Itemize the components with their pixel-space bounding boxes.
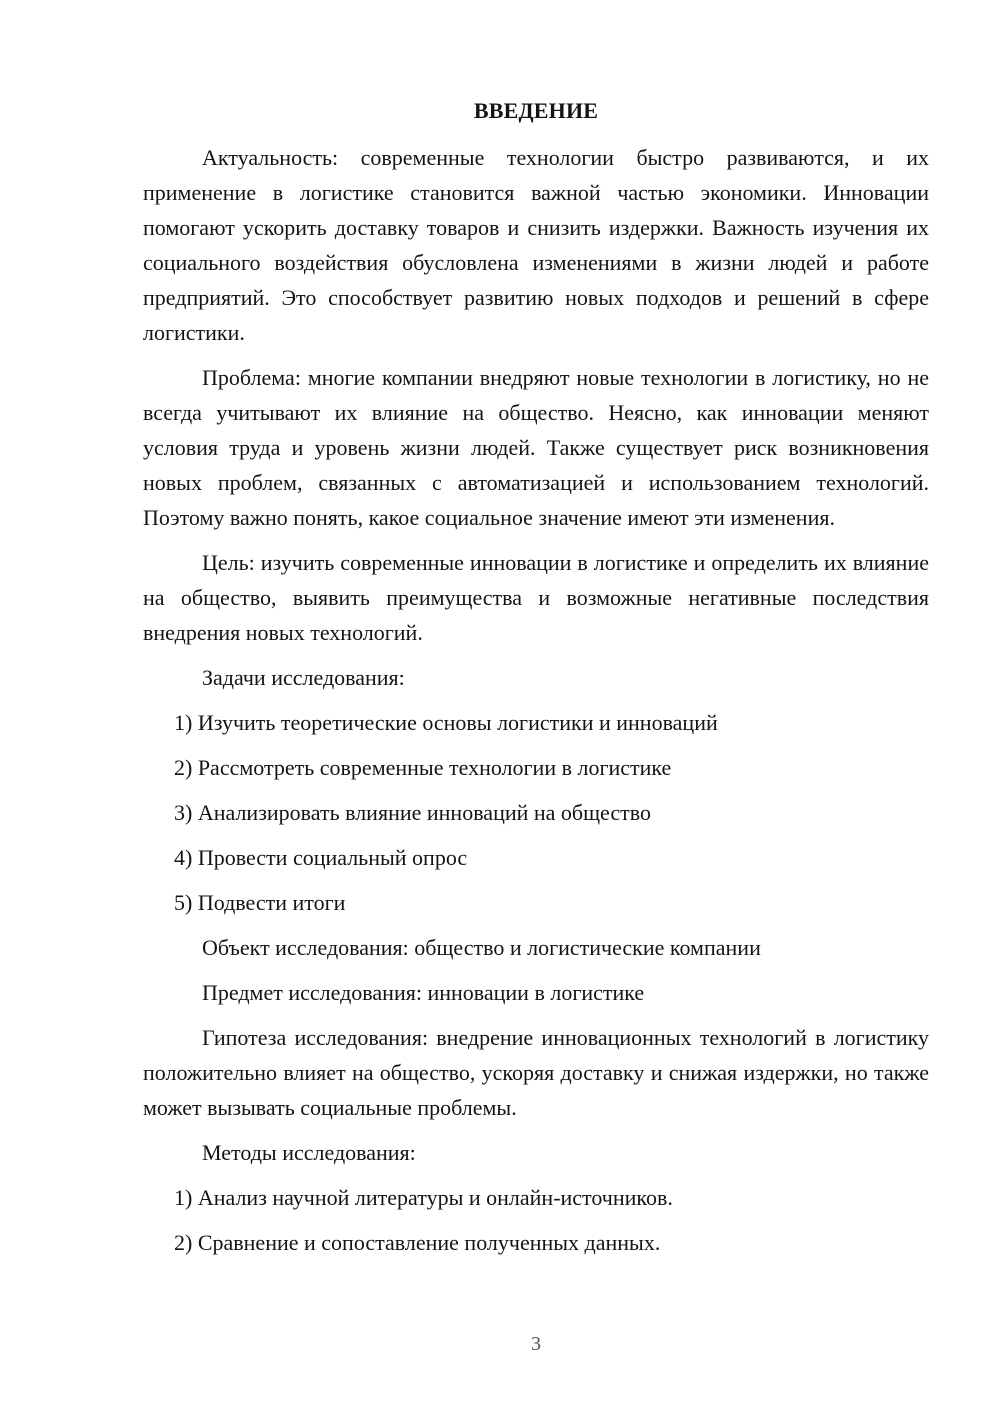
tasks-heading: Задачи исследования: xyxy=(202,665,405,690)
task-item: 5) Подвести итоги xyxy=(174,890,346,915)
task-item: 2) Рассмотреть современные технологии в логистике xyxy=(174,755,672,780)
tasks-list xyxy=(143,705,929,920)
goal-paragraph: Цель: изучить современные инновации в логистике и определить их влияние на общество, выявить преимущества и возможные негативные последствия внедрения новых технологий. xyxy=(143,550,929,645)
document-page xyxy=(143,96,929,1270)
object-line: Объект исследования: общество и логистические компании xyxy=(202,935,761,960)
method-item: 2) Сравнение и сопоставление полученных данных. xyxy=(174,1230,661,1255)
relevance-paragraph: Актуальность: современные технологии быстро развиваются, и их применение в логистике становится важной частью экономики. Инновации помогают ускорить доставку товаров и снизить издержки. Важность изучения их социального воздействия обусловлена изменениями в жизни людей и работе предприятий. Это способствует развитию новых подходов и решений в сфере логистики. xyxy=(143,145,929,345)
task-item: 3) Анализировать влияние инноваций на общество xyxy=(174,800,651,825)
method-item: 1) Анализ научной литературы и онлайн-источников. xyxy=(174,1185,673,1210)
methods-heading: Методы исследования: xyxy=(202,1140,416,1165)
page-number: 3 xyxy=(531,1333,541,1355)
task-item: 4) Провести социальный опрос xyxy=(174,845,468,870)
task-item: 1) Изучить теоретические основы логистики и инноваций xyxy=(174,710,718,735)
hypothesis-paragraph: Гипотеза исследования: внедрение инновационных технологий в логистику положительно влияет на общество, ускоряя доставку и снижая издержки, но также может вызывать социальные проблемы. xyxy=(143,1025,929,1120)
problem-paragraph: Проблема: многие компании внедряют новые технологии в логистику, но не всегда учитывают их влияние на общество. Неясно, как инновации меняют условия труда и уровень жизни людей. Также существует риск возникновения новых проблем, связанных с автоматизацией и использованием технологий. Поэтому важно понять, какое социальное значение имеют эти изменения. xyxy=(143,365,929,530)
methods-list xyxy=(143,1180,929,1260)
subject-line: Предмет исследования: инновации в логистике xyxy=(202,980,645,1005)
section-heading: ВВЕДЕНИЕ xyxy=(473,98,599,123)
